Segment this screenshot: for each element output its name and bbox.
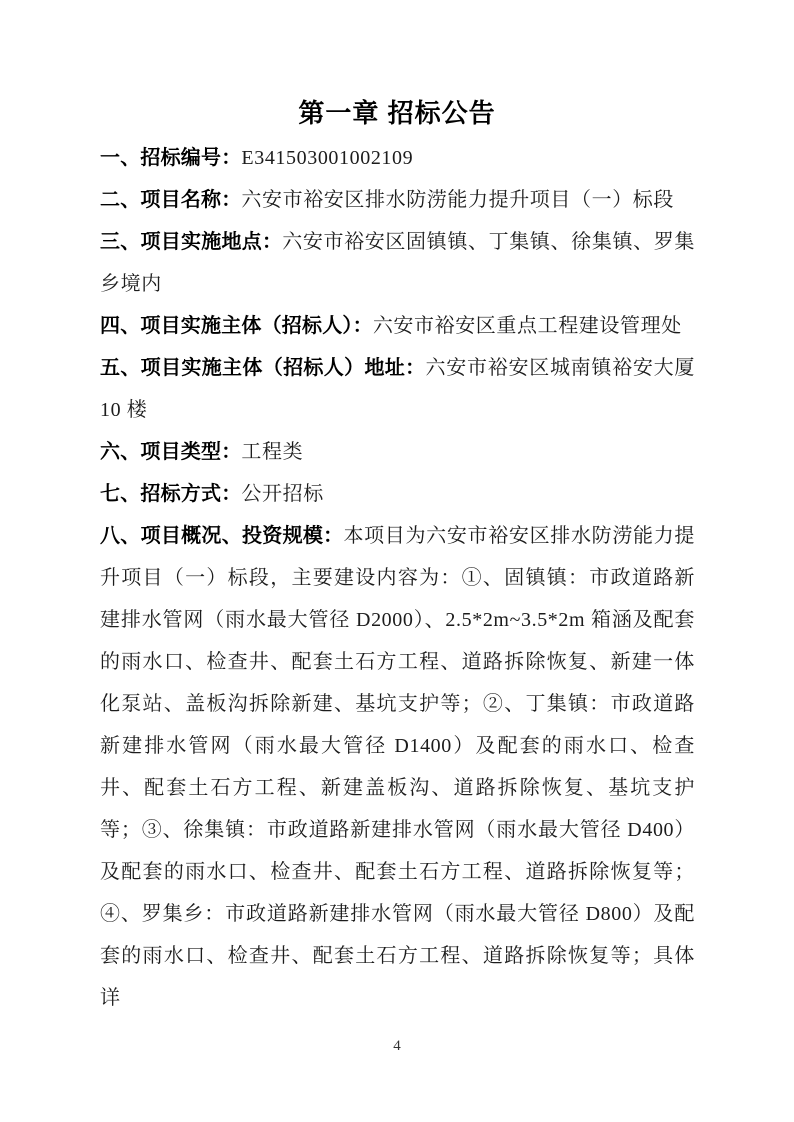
item-project-location-value: 六安市裕安区固镇镇、丁集镇、徐集镇、罗集乡境内 [100,231,695,295]
chapter-title: 第一章 招标公告 [298,98,496,128]
item-implementing-entity-label: 四、项目实施主体（招标人）： [100,315,373,337]
item-project-type-value: 工程类 [241,441,304,463]
item-tender-number-value: E341503001002109 [241,147,414,169]
item-project-location-label: 三、项目实施地点： [100,231,283,253]
item-entity-address-label: 五、项目实施主体（招标人）地址： [100,357,426,379]
item-project-name [100,179,695,221]
item-implementing-entity [100,305,695,347]
item-tender-number-label: 一、招标编号： [100,147,242,169]
item-implementing-entity-value: 六安市裕安区重点工程建设管理处 [372,315,682,337]
item-entity-address-value: 六安市裕安区城南镇裕安大厦 10 楼 [100,357,695,421]
item-project-type-label: 六、项目类型： [100,441,242,463]
item-project-overview-label: 八、项目概况、投资规模： [100,525,344,547]
item-tender-number [100,137,695,179]
item-tender-method-label: 七、招标方式： [100,483,242,505]
document-body [100,137,695,1019]
item-project-overview-value: 本项目为六安市裕安区排水防涝能力提升项目（一）标段，主要建设内容为：①、固镇镇：市政道路新建排水管网（雨水最大管径 D2000）、2.5*2m~3.5*2m 箱涵及配套的雨水口、检查井、配套土石方工程、道路拆除恢复、新建一体化泵站、盖板沟拆除新建、基坑支护等；②、丁集镇：市政道路新建排水管网（雨水最大管径 D1400）及配套的雨水口、检查井、配套土石方工程、新建盖板沟、道路拆除恢复、基坑支护等；③、徐集镇：市政道路新建排水管网（雨水最大管径 D400）及配套的雨水口、检查井、配套土石方工程、道路拆除恢复等；④、罗集乡：市政道路新建排水管网（雨水最大管径 D800）及配套的雨水口、检查井、配套土石方工程、道路拆除恢复等；具体详 [100,525,696,1009]
page-number: 4 [393,1038,401,1054]
item-entity-address [100,347,695,431]
item-project-type [100,431,695,473]
item-project-name-value: 六安市裕安区排水防涝能力提升项目（一）标段 [241,189,675,211]
item-project-overview [100,515,695,1019]
item-project-location [100,221,695,305]
item-tender-method-value: 公开招标 [241,483,324,505]
item-tender-method [100,473,695,515]
item-project-name-label: 二、项目名称： [100,189,242,211]
